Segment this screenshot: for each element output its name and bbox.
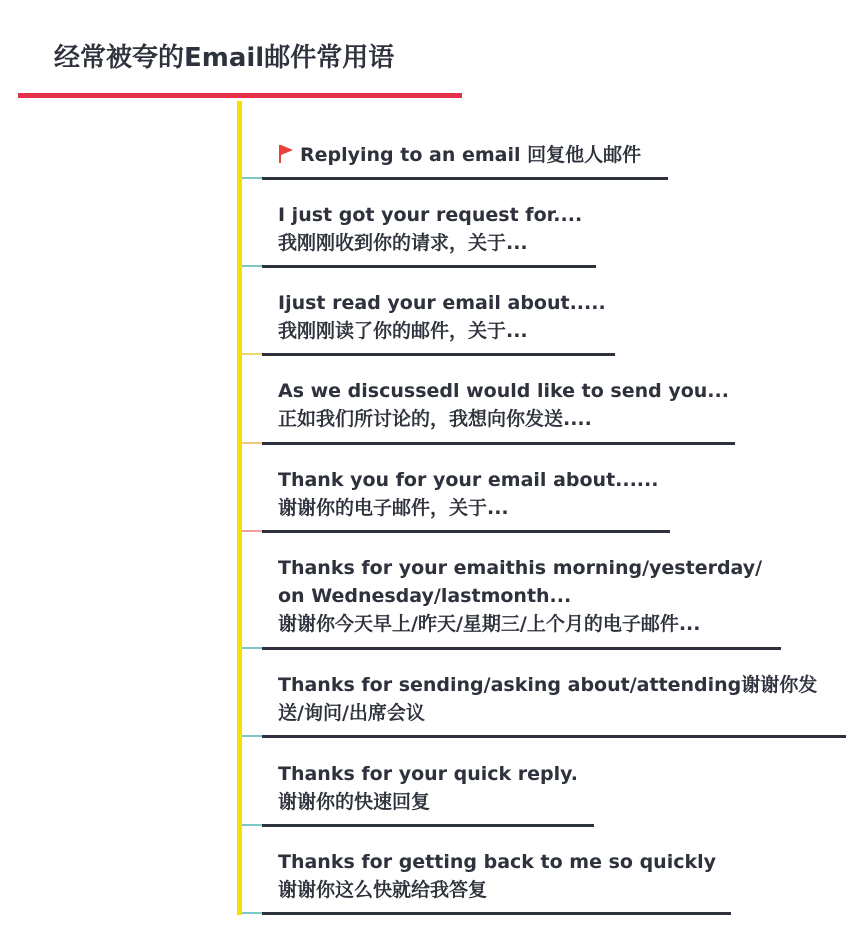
node-text-line: Thanks for your quick reply. [278, 763, 579, 785]
branch-node[interactable] [278, 466, 658, 522]
branch-connector [242, 265, 262, 267]
node-underline [262, 647, 781, 650]
node-underline [262, 735, 846, 738]
node-text-line: on Wednesday/lastmonth... [278, 585, 572, 607]
node-text-line: Thanks for your emaithis morning/yesterday/ [278, 557, 763, 579]
node-underline [262, 353, 615, 356]
branch-node[interactable] [278, 377, 729, 433]
title-underline [18, 93, 462, 98]
branch-node[interactable] [278, 289, 606, 345]
node-text-line: 我刚刚读了你的邮件，关于... [278, 320, 528, 342]
branch-connector [242, 353, 262, 355]
branch-connector [242, 735, 262, 737]
node-underline [262, 530, 670, 533]
node-text-line: 谢谢你这么快就给我答复 [278, 879, 488, 901]
node-text-line: Thanks for sending/asking about/attending谢谢你发 [278, 674, 818, 696]
node-text-line: 谢谢你的电子邮件，关于... [278, 497, 509, 519]
node-text-line: 谢谢你今天早上/昨天/星期三/上个月的电子邮件... [278, 613, 701, 635]
node-text-line: I just got your request for.... [278, 204, 583, 226]
node-text-line: 我刚刚收到你的请求，关于... [278, 232, 528, 254]
tree-spine [237, 101, 242, 915]
branch-node[interactable] [278, 760, 578, 816]
node-text-line: 正如我们所讨论的，我想向你发送.... [278, 408, 592, 430]
branch-node[interactable] [278, 141, 641, 169]
branch-node[interactable] [278, 554, 762, 638]
node-underline [262, 912, 731, 915]
node-text-line: As we discussedl would like to send you... [278, 380, 729, 402]
branch-connector [242, 530, 262, 532]
node-text-line: Thanks for getting back to me so quickly [278, 851, 717, 873]
node-underline [262, 177, 668, 180]
branch-connector [242, 824, 262, 826]
branch-connector [242, 647, 262, 649]
branch-node[interactable] [278, 201, 582, 257]
node-text-line: 送/询问/出席会议 [278, 702, 425, 724]
node-text-line: Ijust read your email about..... [278, 292, 606, 314]
branch-connector [242, 177, 262, 179]
node-text: Replying to an email 回复他人邮件 [300, 144, 642, 166]
node-underline [262, 265, 596, 268]
node-text-line: Thank you for your email about...... [278, 469, 659, 491]
branch-node[interactable] [278, 848, 716, 904]
branch-connector [242, 912, 262, 914]
node-underline [262, 824, 594, 827]
branch-node[interactable] [278, 671, 817, 727]
node-underline [262, 442, 735, 445]
flag-icon [278, 144, 294, 164]
page-title: 经常被夸的Email邮件常用语 [54, 43, 395, 73]
node-text-line [278, 141, 641, 169]
branch-connector [242, 442, 262, 444]
node-text-line: 谢谢你的快速回复 [278, 791, 431, 813]
